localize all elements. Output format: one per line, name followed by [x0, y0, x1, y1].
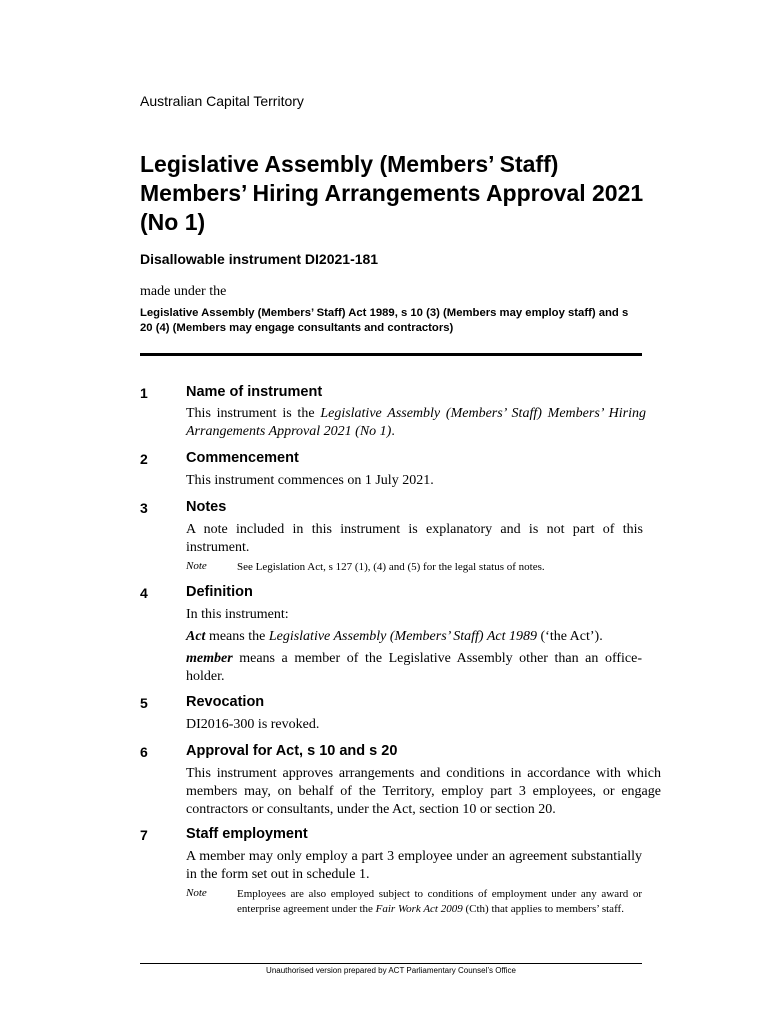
- defined-term: member: [186, 651, 233, 666]
- footer-divider: [140, 963, 642, 964]
- definition-text: means the: [205, 629, 269, 644]
- defined-term: Act: [186, 629, 206, 644]
- note-text: See Legislation Act, s 127 (1), (4) and (5) for the legal status of notes.: [237, 561, 545, 573]
- section-paragraph: This instrument approves arrangements and conditions in accordance with which members may, on behalf of the Territory, employ part 3 employees, or engage contractors or consultants, under the Act, section 10 or section 20.: [186, 766, 661, 817]
- instrument-title: Legislative Assembly (Members’ Staff) Members’ Hiring Arrangements Approval 2021 (No 1): [140, 151, 644, 235]
- note-text: [237, 887, 642, 917]
- note-text-span: Employees are also employed subject to conditions of employment under any award or enterprise agreement under the: [237, 888, 642, 915]
- section-number: 7: [140, 827, 148, 843]
- section-number: 2: [140, 451, 148, 467]
- authorising-act: Legislative Assembly (Members’ Staff) Act 1989, s 10 (3) (Members may employ staff) and s 20 (4) (Members may engage consultants and contractors): [140, 307, 629, 334]
- section-heading: Definition: [186, 584, 253, 600]
- section-heading: Name of instrument: [186, 384, 323, 400]
- note-label: Note: [186, 560, 207, 572]
- footer-text: Unauthorised version prepared by ACT Parliamentary Counsel’s Office: [266, 966, 516, 975]
- definition-text: (‘the Act’).: [537, 629, 603, 644]
- definition-text: means a member of the Legislative Assembly other than an office-holder.: [186, 651, 642, 684]
- definition-italic-text: Legislative Assembly (Members’ Staff) Act 1989: [268, 629, 537, 644]
- paragraph-text: .: [391, 424, 395, 439]
- note-text-span: (Cth) that applies to members’ staff.: [462, 903, 624, 915]
- section-heading: Staff employment: [186, 826, 308, 842]
- section-paragraph: [186, 405, 646, 441]
- section-number: 4: [140, 585, 148, 601]
- section-number: 3: [140, 500, 148, 516]
- jurisdiction-label: Australian Capital Territory: [140, 93, 304, 109]
- section-number: 5: [140, 695, 148, 711]
- note-italic-text: Fair Work Act 2009: [375, 903, 463, 915]
- section-paragraph: A member may only employ a part 3 employee under an agreement substantially in the form set out in schedule 1.: [186, 849, 642, 882]
- header-divider: [140, 353, 642, 356]
- section-heading: Revocation: [186, 694, 265, 710]
- paragraph-text: This instrument is the: [186, 406, 321, 421]
- section-paragraph: A note included in this instrument is explanatory and is not part of this instrument.: [186, 522, 643, 555]
- section-heading: Approval for Act, s 10 and s 20: [186, 743, 398, 759]
- paragraph-italic-text: Legislative Assembly (Members’ Staff) Members’ Hiring Arrangements Approval 2021 (No 1): [186, 406, 646, 439]
- section-number: 6: [140, 744, 148, 760]
- section-heading: Notes: [186, 499, 227, 515]
- section-paragraph: This instrument commences on 1 July 2021.: [186, 473, 434, 488]
- definition-member: [186, 650, 642, 686]
- section-paragraph: DI2016-300 is revoked.: [186, 717, 320, 732]
- section-paragraph: In this instrument:: [186, 607, 289, 622]
- instrument-number: Disallowable instrument DI2021-181: [140, 251, 379, 267]
- made-under-label: made under the: [140, 284, 227, 299]
- section-heading: Commencement: [186, 450, 299, 466]
- definition-act: [186, 628, 661, 646]
- note-label: Note: [186, 887, 207, 899]
- section-number: 1: [140, 385, 148, 401]
